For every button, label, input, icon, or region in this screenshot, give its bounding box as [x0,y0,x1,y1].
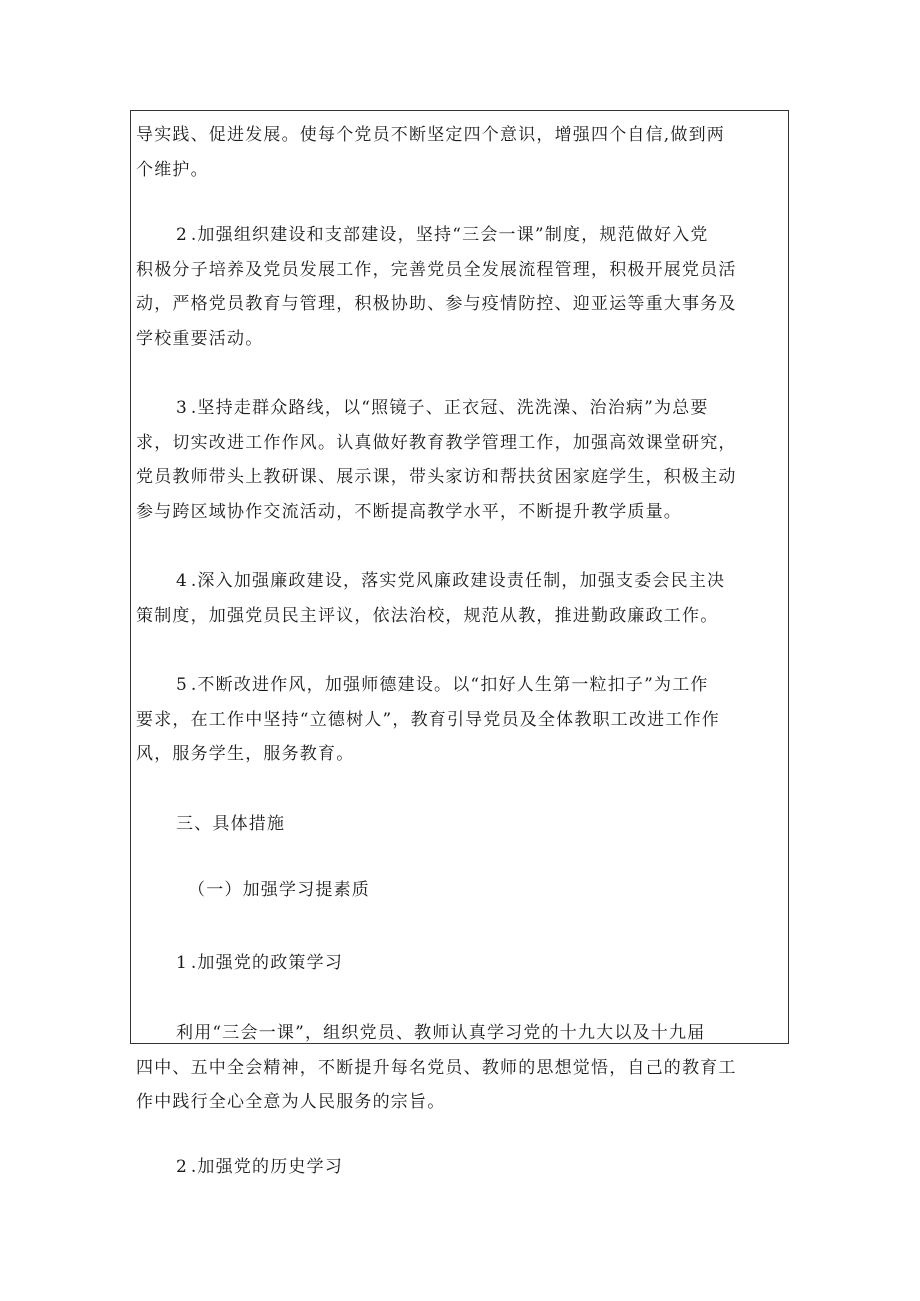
item-number: 3 [176,398,187,418]
item-number: 5 [176,675,187,695]
text-line: 个维护。 [136,159,209,180]
text-line [136,1150,786,1185]
subsection-heading [136,873,786,908]
text-line: 党员教师带头上教研课、展示课，带头家访和帮扶贫困家庭学生，积极主动 [136,467,737,487]
paragraph-intro [136,118,786,187]
text-line [136,946,786,981]
text-line: 动，严格党员教育与管理，积极协助、参与疫情防控、迎亚运等重大事务及 [136,294,737,314]
text-line: 导实践、促进发展。使每个党员不断坚定四个意识，增强四个自信,做到两 [136,125,726,145]
text-segment: .不断改进作风，加强师德建设。以“扣好人生第一粒扣子”为工作 [190,675,709,695]
text-line: 作中践行全心全意为人民服务的宗旨。 [136,1092,446,1112]
text-line [136,218,786,253]
text-line: 利用“三会一课”，组织党员、教师认真学习党的十九大以及十九届 [176,1023,706,1043]
text-line [136,391,786,426]
paragraph-item-3 [136,391,786,529]
item-number: 2 [176,225,187,245]
sub-item-1-heading [136,946,786,981]
text-segment: .加强党的政策学习 [190,953,344,973]
text-line: 策制度，加强党员民主评议，依法治校，规范从教，推进勤政廉政工作。 [136,605,719,626]
item-number: 2 [176,1157,187,1177]
item-number: 4 [176,571,187,591]
text-line: 要求，在工作中坚持“立德树人”，教育引导党员及全体教职工改进工作作 [136,709,720,730]
text-line: 学校重要活动。 [136,328,264,349]
paragraph-item-5 [136,668,786,772]
text-line [136,668,786,703]
text-line: 参与跨区域协作交流活动，不断提高教学水平，不断提升教学质量。 [136,501,682,522]
heading-text: 三、具体措施 [176,814,286,834]
paragraph-sub-item-1-body [136,1016,786,1120]
heading-text: （一）加强学习提素质 [188,880,370,900]
text-line: 积极分子培养及党员发展工作，完善党员全发展流程管理，积极开展党员活 [136,259,737,280]
section-heading [136,807,786,842]
paragraph-item-4 [136,564,786,633]
text-line: 风，服务学生，服务教育。 [136,744,355,764]
text-segment: .加强组织建设和支部建设，坚持“三会一课”制度，规范做好入党 [190,225,709,245]
text-line: 四中、五中全会精神，不断提升每名党员、教师的思想觉悟，自己的教育工 [136,1057,737,1078]
text-segment: .深入加强廉政建设，落实党风廉政建设责任制，加强支委会民主决 [190,571,726,591]
text-segment: .坚持走群众路线，以“照镜子、正衣冠、洗洗澡、治治病”为总要 [190,398,709,418]
text-line [136,564,786,599]
paragraph-item-2 [136,218,786,356]
text-segment: .加强党的历史学习 [190,1157,344,1177]
item-number: 1 [176,953,187,973]
sub-item-2-heading [136,1150,786,1185]
text-line: 求，切实改进工作作风。认真做好教育教学管理工作，加强高效课堂研究， [136,432,737,453]
